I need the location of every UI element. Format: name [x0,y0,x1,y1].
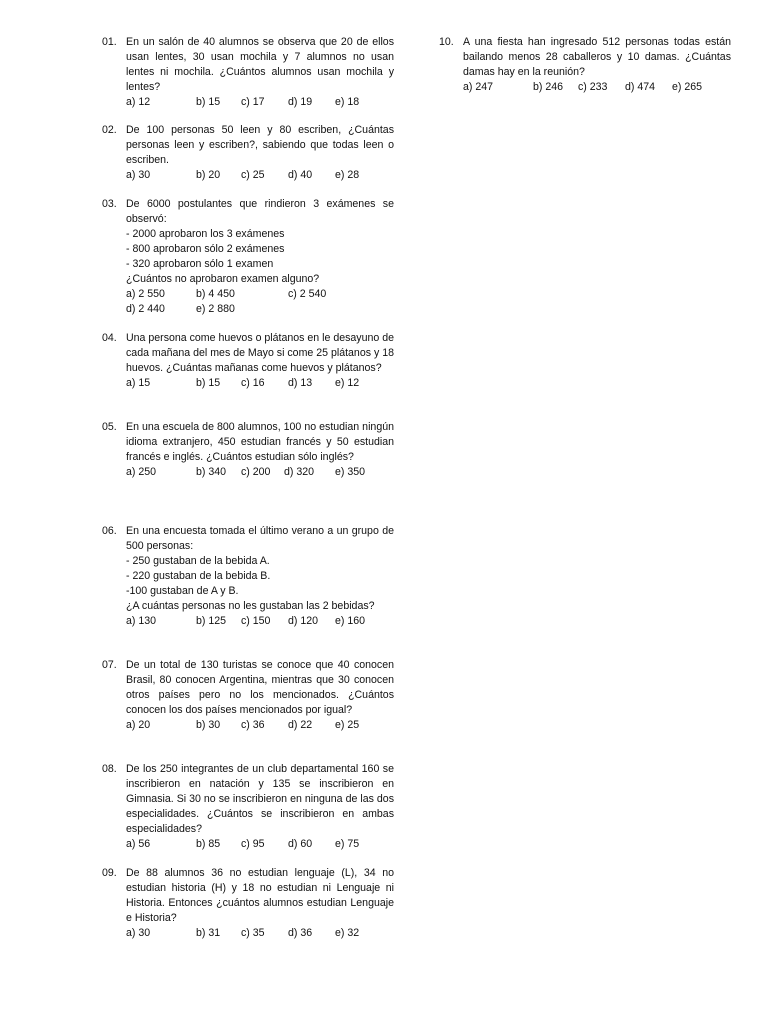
question-01 [102,35,394,110]
option-e: e) 2 880 [196,303,235,315]
option-a: a) 15 [126,377,151,389]
answer-options [126,837,394,852]
option-a: a) 20 [126,719,151,731]
option-a: a) 247 [463,81,494,93]
question-02 [102,123,394,183]
list-item: -100 gustaban de A y B. [126,585,239,597]
list-item: - 250 gustaban de la bebida A. [126,555,270,567]
question-text: De 100 personas 50 leen y 80 escriben, ¿Cuántas personas leen y escriben?, sabiendo que todas leen o escriben. [126,124,394,166]
answer-options [126,287,394,302]
option-a: a) 30 [126,169,151,181]
question-03 [102,197,394,317]
question-10 [439,35,731,95]
question-text: De 6000 postulantes que rindieron 3 exámenes se observó: [126,198,394,225]
option-e: e) 75 [335,838,360,850]
question-08 [102,762,394,852]
option-c: c) 2 540 [288,288,327,300]
answer-options [126,614,394,629]
question-number: 02. [102,124,117,136]
option-d: d) 40 [288,169,313,181]
list-item: - 800 aprobaron sólo 2 exámenes [126,243,285,255]
question-05 [102,420,394,480]
option-c: c) 150 [241,615,271,627]
question-text: Una persona come huevos o plátanos en le desayuno de cada mañana del mes de Mayo si come 25 plátanos y 18 huevos. ¿Cuántas mañanas come huevos y plátanos? [126,332,394,374]
option-e: e) 12 [335,377,360,389]
option-e: e) 265 [672,81,703,93]
list-item: - 220 gustaban de la bebida B. [126,570,271,582]
answer-options [126,376,394,391]
question-text-continued: ¿A cuántas personas no les gustaban las 2 bebidas? [126,600,375,612]
option-d: d) 13 [288,377,313,389]
question-text: De un total de 130 turistas se conoce que 40 conocen Brasil, 80 conocen Argentina, mientras que 30 conocen otros países pero no los mencionados. ¿Cuántos conocen los dos países mencionados por igual? [126,659,394,716]
option-e: e) 160 [335,615,366,627]
option-c: c) 17 [241,96,265,108]
option-d: d) 120 [288,615,319,627]
question-09 [102,866,394,941]
answer-options [126,718,394,733]
option-b: b) 85 [196,838,221,850]
answer-options [463,80,731,95]
option-a: a) 2 550 [126,288,165,300]
option-a: a) 250 [126,466,157,478]
answer-options [126,168,394,183]
answer-options [126,465,394,480]
question-text: De los 250 integrantes de un club departamental 160 se inscribieron en natación y 135 se inscribieron en Gimnasia. Si 30 no se inscribieron en ninguna de las dos especialidades. ¿Cuántos se inscribieron en ambas especialidades? [126,763,394,835]
question-number: 07. [102,659,117,671]
question-number: 08. [102,763,117,775]
option-e: e) 25 [335,719,360,731]
question-text: En un salón de 40 alumnos se observa que 20 de ellos usan lentes, 30 usan mochila y 7 alumnos no usan lentes ni mochila. ¿Cuántos alumnos usan mochila y lentes? [126,36,394,93]
option-a: a) 56 [126,838,151,850]
option-a: a) 130 [126,615,157,627]
question-04 [102,331,394,391]
question-text: A una fiesta han ingresado 512 personas todas están bailando menos 28 caballeros y 10 damas. ¿Cuántas damas hay en la reunión? [463,36,731,78]
option-d: d) 2 440 [126,303,165,315]
option-e: e) 28 [335,169,360,181]
option-e: e) 350 [335,466,366,478]
option-b: b) 125 [196,615,227,627]
option-d: d) 474 [625,81,656,93]
option-c: c) 16 [241,377,265,389]
option-c: c) 35 [241,927,265,939]
option-b: b) 20 [196,169,221,181]
question-number: 03. [102,198,117,210]
option-b: b) 246 [533,81,564,93]
option-d: d) 320 [284,466,315,478]
option-c: c) 95 [241,838,265,850]
answer-options [126,95,394,110]
answer-options-row-2 [126,302,394,317]
option-b: b) 340 [196,466,227,478]
option-d: d) 19 [288,96,313,108]
option-c: c) 25 [241,169,265,181]
option-b: b) 15 [196,96,221,108]
question-number: 01. [102,36,117,48]
option-d: d) 22 [288,719,313,731]
answer-options [126,926,394,941]
option-a: a) 30 [126,927,151,939]
question-text: De 88 alumnos 36 no estudian lenguaje (L), 34 no estudian historia (H) y 18 no estudian ni Lenguaje ni Historia. Entonces ¿cuántos alumnos estudian Lenguaje e Historia? [126,867,394,924]
question-text: En una encuesta tomada el último verano a un grupo de 500 personas: [126,525,394,552]
option-b: b) 4 450 [196,288,235,300]
question-06 [102,524,394,629]
list-item: - 320 aprobaron sólo 1 examen [126,258,274,270]
question-number: 05. [102,421,117,433]
list-item: - 2000 aprobaron los 3 exámenes [126,228,285,240]
option-d: d) 36 [288,927,313,939]
option-b: b) 15 [196,377,221,389]
question-number: 10. [439,36,454,48]
list-item: ¿Cuántos no aprobaron examen alguno? [126,273,320,285]
option-a: a) 12 [126,96,151,108]
option-c: c) 233 [578,81,608,93]
question-number: 06. [102,525,117,537]
question-07 [102,658,394,733]
option-c: c) 36 [241,719,265,731]
option-c: c) 200 [241,466,271,478]
option-b: b) 30 [196,719,221,731]
question-number: 09. [102,867,117,879]
option-e: e) 32 [335,927,360,939]
option-b: b) 31 [196,927,221,939]
option-e: e) 18 [335,96,360,108]
question-text: En una escuela de 800 alumnos, 100 no estudian ningún idioma extranjero, 450 estudian francés y 50 estudian francés e inglés. ¿Cuántos estudian sólo inglés? [126,421,394,463]
option-d: d) 60 [288,838,313,850]
question-number: 04. [102,332,117,344]
